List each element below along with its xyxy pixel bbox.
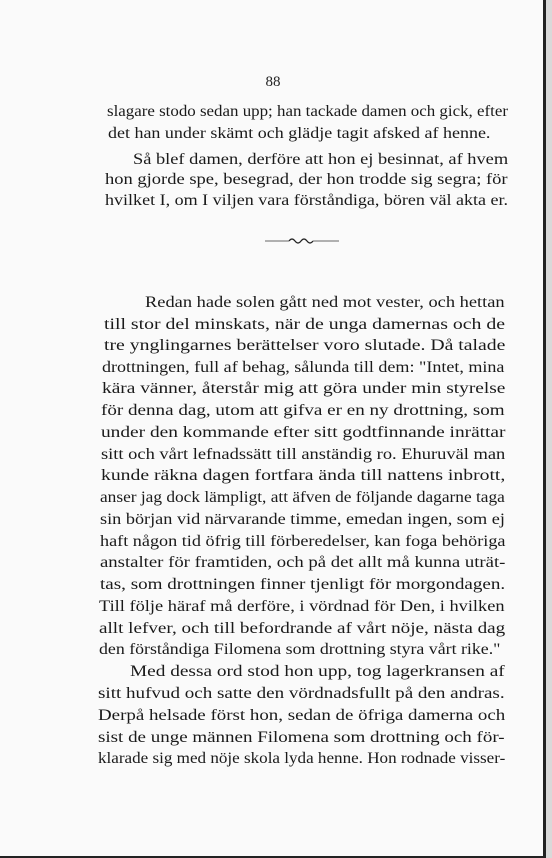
text-line: för denna dag, utom att gifva er en ny drottning, som — [101, 402, 505, 419]
text-line: anser jag dock lämpligt, att äfven de följande dagarne taga — [100, 489, 505, 506]
text-line: anstalter för framtiden, och på det allt må kunna uträt- — [100, 554, 506, 571]
text-line: till stor del minskats, när de unga damernas och de — [104, 316, 506, 333]
text-line: tas, som drottningen finner tjenligt för morgondagen. — [100, 576, 506, 593]
text-line: under den kommande efter sitt godtfinnande inrättar — [101, 424, 506, 441]
text-line: sin början vid närvarande timme, emedan ingen, som ej — [100, 511, 505, 528]
text-line: haft någon tid öfrig till förberedelser, kan foga behöriga — [100, 533, 506, 550]
text-line: Derpå helsade först hon, sedan de öfriga damerna och — [98, 707, 506, 724]
text-line: sitt hufvud och satte den vördnadsfullt på den andras. — [98, 685, 505, 702]
text-line: slagare stodo sedan upp; han tackade damen och gick, efter — [107, 103, 508, 120]
text-line: sitt och vårt lefnadssätt till anständig ro. Ehuruväl man — [101, 446, 506, 463]
text-line: hvilket I, om I viljen vara förståndiga, bören väl akta er. — [105, 192, 509, 209]
text-line: sist de unge männen Filomena som drottning och för- — [98, 729, 505, 746]
text-line: klarade sig med nöje skola lyda henne. Hon rodnade visser- — [98, 750, 506, 767]
text-line: Med dessa ord stod hon upp, tog lagerkransen af — [130, 663, 505, 680]
text-line: Redan hade solen gått ned mot vester, och hettan — [145, 294, 505, 311]
text-line: allt lefver, och till befordrande af vårt nöje, nästa dag — [99, 620, 506, 637]
text-line: kära vänner, återstår mig att göra under min styrelse — [102, 380, 506, 397]
text-line: Så blef damen, derföre att hon ej besinnat, af hvem — [133, 151, 509, 168]
section-divider — [265, 236, 339, 244]
text-line: drottningen, full af behag, sålunda till dem: "Intet, mina — [102, 359, 505, 376]
page-number: 88 — [265, 74, 281, 90]
text-line: det han under skämt och glädje tagit afsked af henne. — [108, 125, 491, 142]
text-line: kunde räkna dagen fortfara ända till nattens inbrott, — [101, 467, 506, 484]
text-line: Till följe häraf må derföre, i vördnad för Den, i hvilken — [99, 598, 505, 615]
text-line: hon gjorde spe, besegrad, der hon trodde sig segra; för — [105, 171, 508, 188]
text-line: den förståndiga Filomena som drottning styra vårt rike." — [99, 641, 501, 658]
text-line: tre ynglingarnes berättelser voro slutade. Då talade — [104, 337, 506, 354]
